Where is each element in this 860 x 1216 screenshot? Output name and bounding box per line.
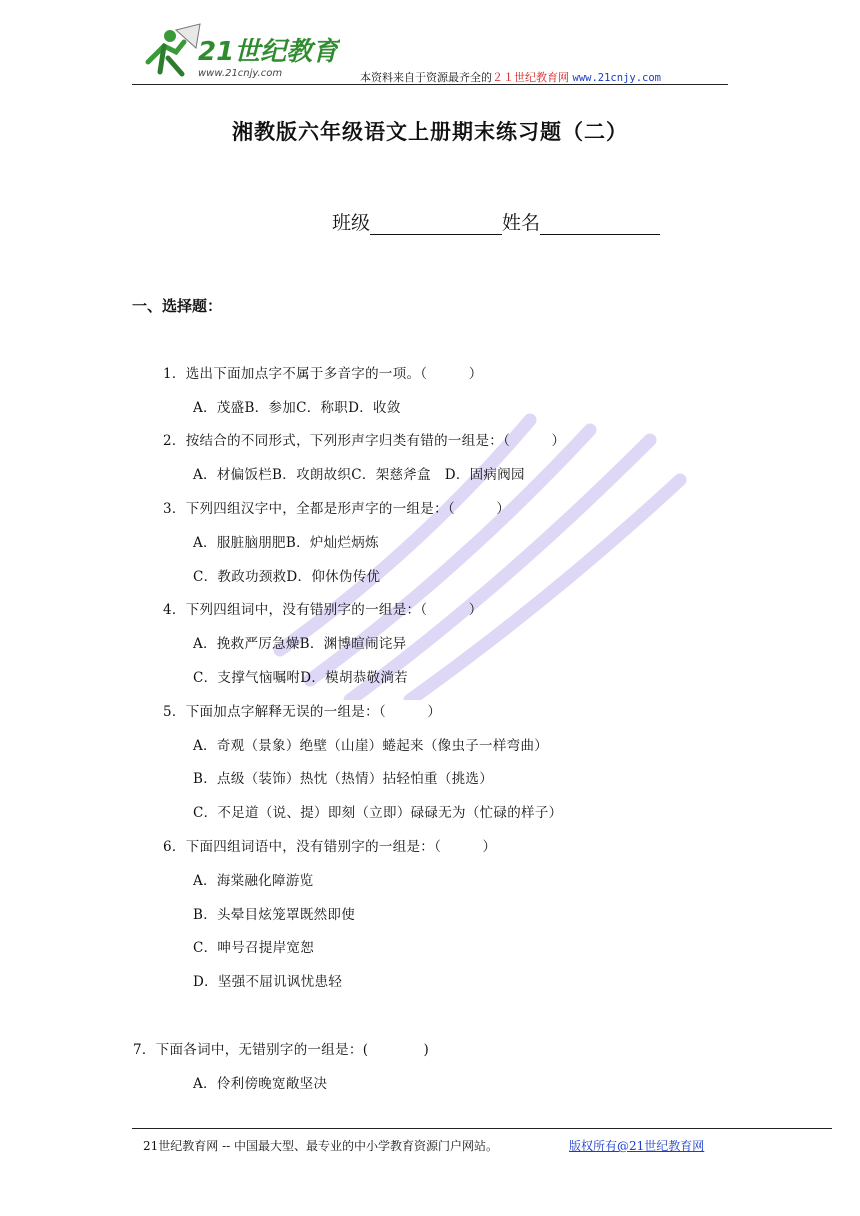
class-label: 班级 [332, 212, 371, 234]
name-label: 姓名 [502, 212, 541, 234]
question-5-option-a: A．奇观（景象）绝壁（山崖）蜷起来（像虫子一样弯曲） [193, 738, 549, 754]
question-1-options: A．茂盛B．参加C．称职D．收敛 [193, 400, 401, 416]
question-3-options-cd: C．教政功颈救D．仰休伪传优 [193, 569, 381, 585]
page-title: 湘教版六年级语文上册期末练习题（二） [232, 120, 628, 144]
question-5: 5．下面加点字解释无误的一组是：（ ） [163, 704, 442, 720]
question-7: 7．下面各词中，无错别字的一组是：( ) [133, 1042, 430, 1058]
logo-url: www.21cnjy.com [198, 68, 283, 79]
header-divider [132, 84, 728, 85]
footer-text: 21世纪教育网 -- 中国最大型、最专业的中小学教育资源门户网站。 [143, 1139, 499, 1153]
class-blank[interactable] [370, 214, 502, 235]
question-2: 2．按结合的不同形式，下列形声字归类有错的一组是：（ ） [163, 433, 566, 449]
footer-divider [132, 1128, 832, 1129]
site-logo[interactable] [140, 22, 340, 84]
question-2-options: A．材偏饭栏B．攻朗故织C．架慈斧盒 D．固病阀园 [193, 467, 525, 483]
question-3-options-ab: A．服脏脑朋肥B．炉灿烂炳炼 [193, 535, 379, 551]
question-7-option-a: A．伶利傍晚宽敞坚决 [193, 1076, 328, 1092]
question-4-options-cd: C．支撑气恼嘱咐D．模胡恭敬淌若 [193, 670, 408, 686]
header-note [360, 69, 661, 85]
question-5-option-c: C．不足道（说、提）即刻（立即）碌碌无为（忙碌的样子） [193, 805, 563, 821]
question-6-option-b: B．头晕目炫笼罩既然即使 [193, 907, 356, 923]
question-6-option-a: A．海棠融化障游览 [193, 873, 314, 889]
logo-text: 21世纪教育 [198, 37, 339, 67]
question-3: 3．下列四组汉字中，全都是形声字的一组是：（ ） [163, 501, 511, 517]
runner-logo-icon [140, 22, 340, 84]
question-6: 6．下面四组词语中，没有错别字的一组是：（ ） [163, 839, 497, 855]
question-4-options-ab: A．挽救严厉急燥B．渊博暄闹诧异 [193, 636, 407, 652]
footer-copyright-link[interactable]: 版权所有@21世纪教育网 [569, 1139, 705, 1153]
name-blank[interactable] [540, 214, 660, 235]
question-6-option-d: D．坚强不屈讥讽忧患轻 [193, 974, 343, 990]
question-1: 1．选出下面加点字不属于多音字的一项。（ ） [163, 366, 483, 382]
header-site-link[interactable]: ２１世纪教育网 [492, 71, 569, 84]
question-6-option-c: C．呻号召提岸宽恕 [193, 940, 315, 956]
header-note-prefix: 本资料来自于资源最齐全的 [360, 71, 492, 84]
header-url-link[interactable]: www.21cnjy.com [572, 72, 662, 84]
question-4: 4．下列四组词中，没有错别字的一组是：（ ） [163, 602, 483, 618]
class-name-line [332, 208, 660, 235]
section-title: 一、选择题： [132, 297, 223, 315]
question-5-option-b: B．点级（装饰）热忱（热情）拈轻怕重（挑选） [193, 771, 494, 787]
